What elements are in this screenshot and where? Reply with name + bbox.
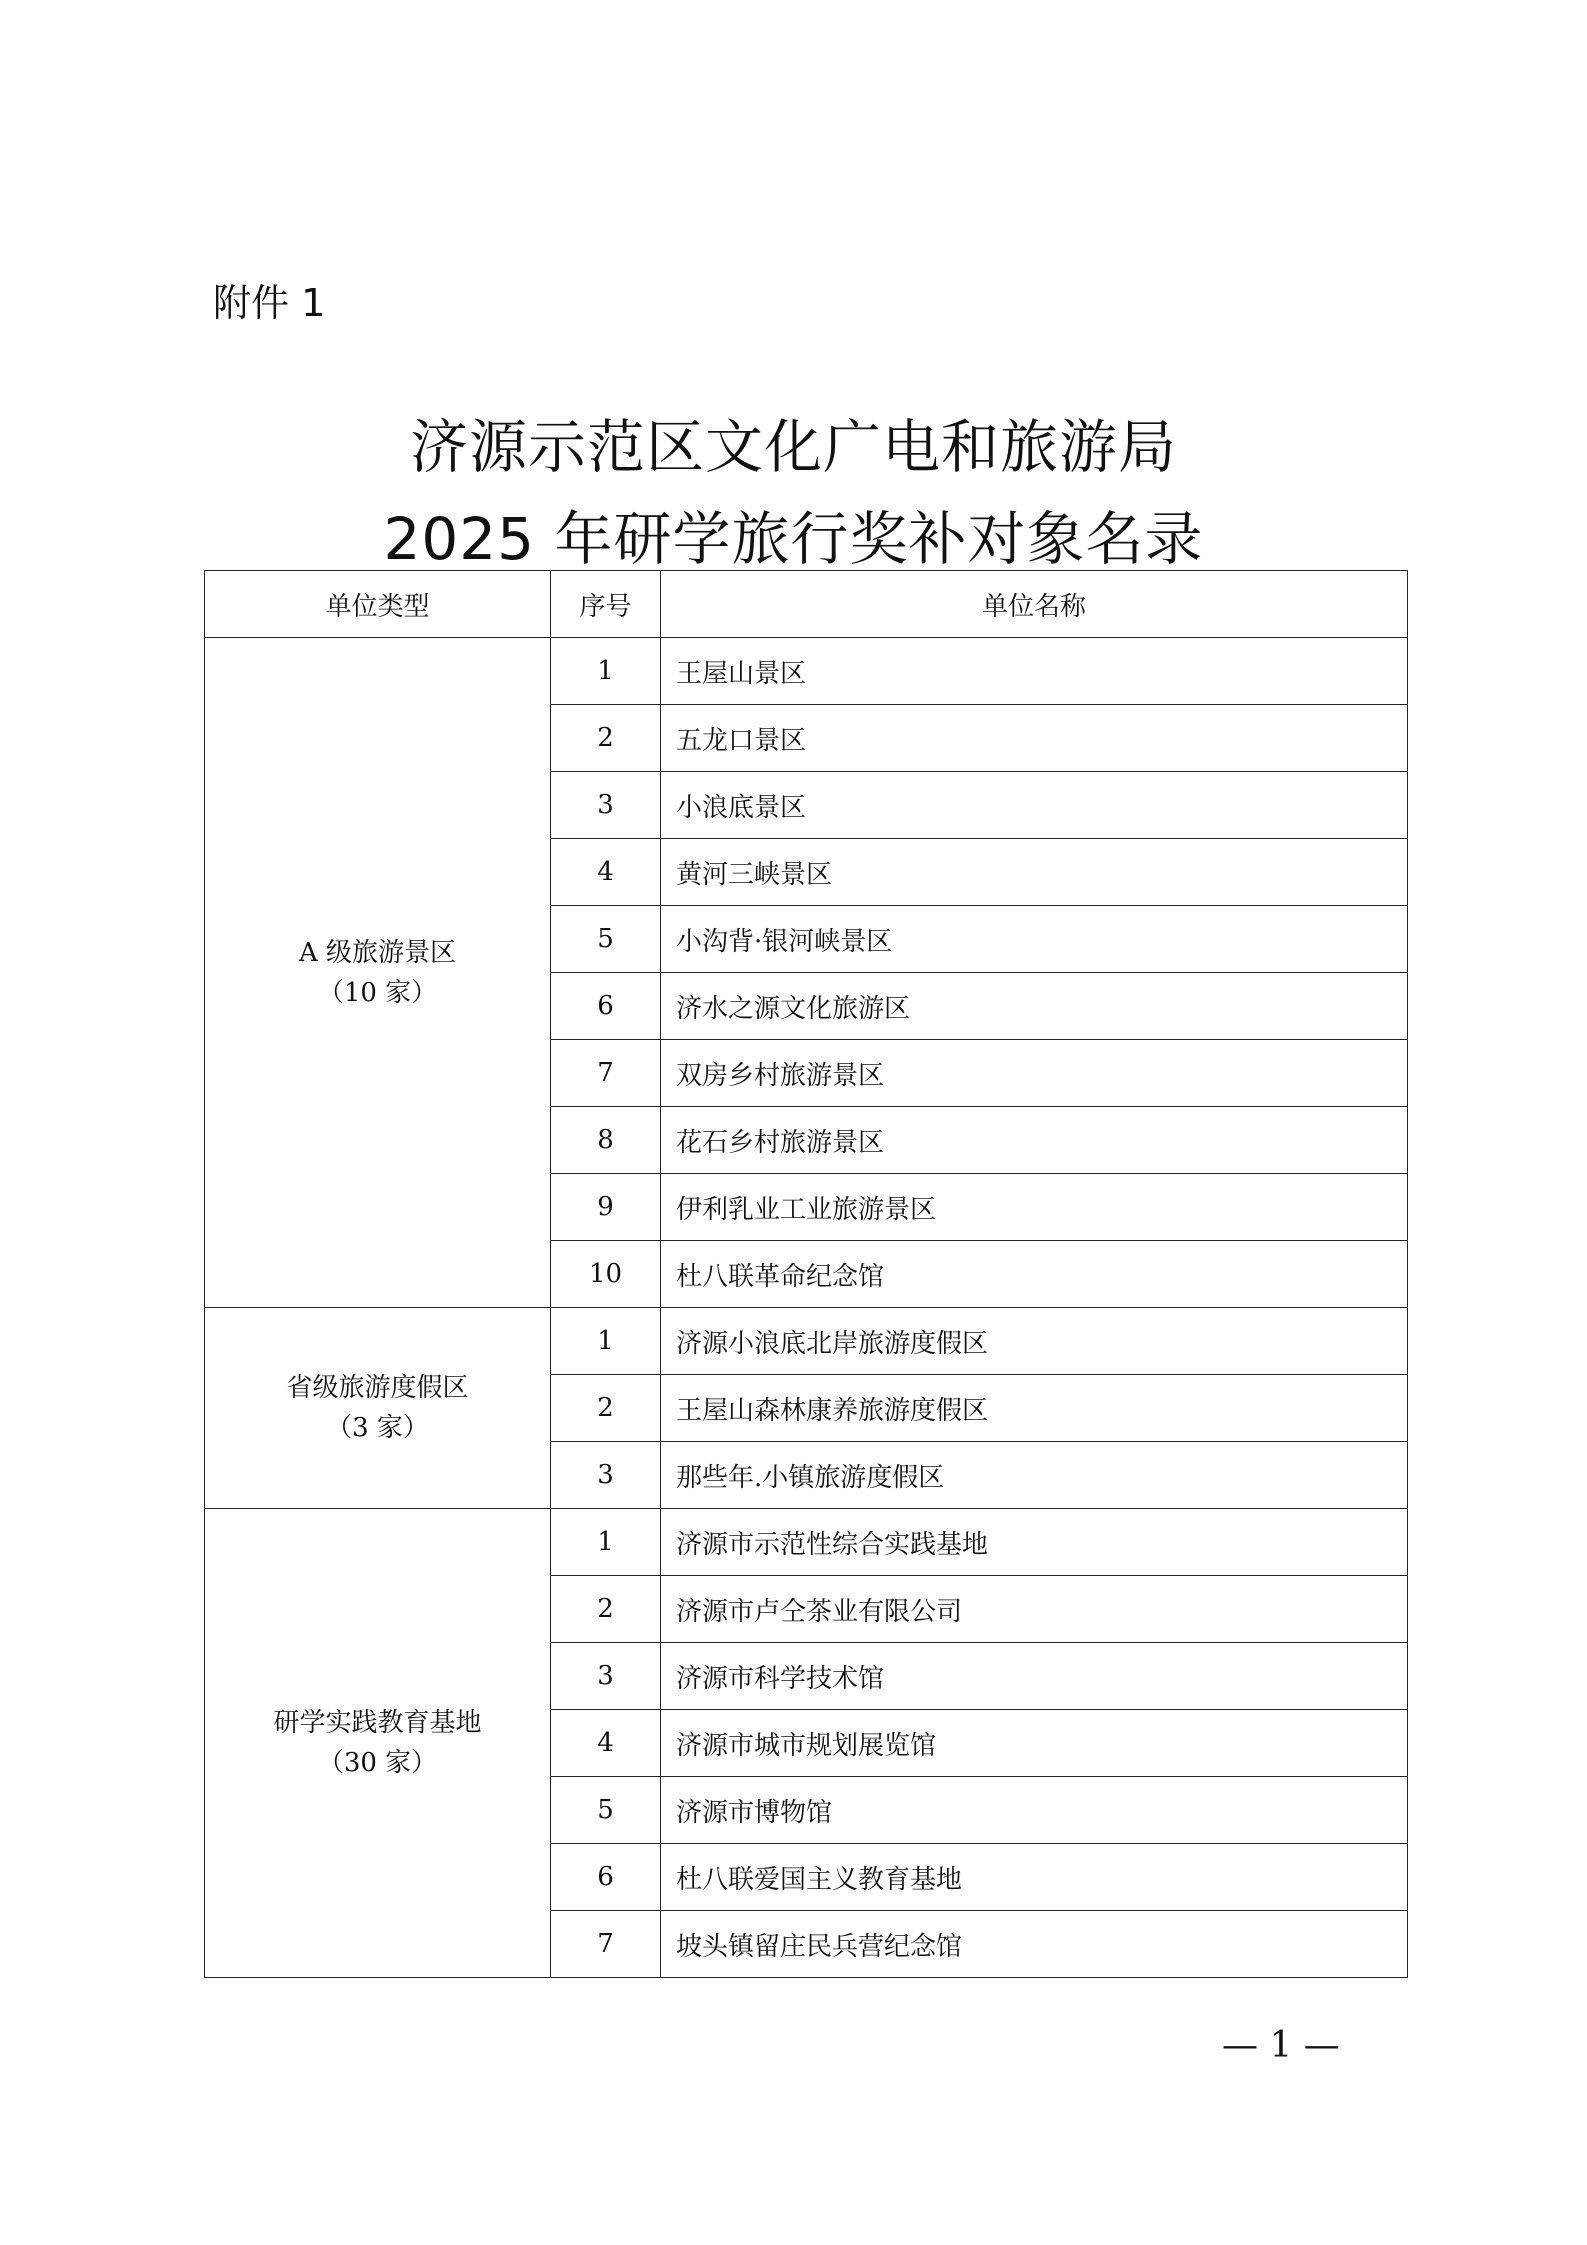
serial-number-cell: 8: [551, 1107, 661, 1174]
unit-name-cell: 杜八联革命纪念馆: [661, 1241, 1408, 1308]
unit-name-cell: 济源市示范性综合实践基地: [661, 1509, 1408, 1576]
serial-number-cell: 5: [551, 1777, 661, 1844]
unit-name-cell: 那些年.小镇旅游度假区: [661, 1442, 1408, 1509]
serial-number-cell: 1: [551, 638, 661, 705]
serial-number-cell: 6: [551, 1844, 661, 1911]
page-number: — 1 —: [1222, 2025, 1340, 2066]
serial-number-cell: 4: [551, 839, 661, 906]
unit-count-label: （30 家）: [317, 1748, 438, 1778]
unit-count-label: （3 家）: [326, 1413, 429, 1443]
serial-number-cell: 3: [551, 772, 661, 839]
serial-number-cell: 9: [551, 1174, 661, 1241]
header-unit-type: 单位类型: [205, 571, 551, 638]
unit-type-label: A 级旅游景区: [298, 937, 457, 968]
unit-name-cell: 王屋山森林康养旅游度假区: [661, 1375, 1408, 1442]
table-row: [205, 638, 1408, 705]
unit-name-cell: 双房乡村旅游景区: [661, 1040, 1408, 1107]
serial-number-cell: 7: [551, 1040, 661, 1107]
unit-type-cell: [205, 638, 551, 1308]
unit-type-cell: [205, 1509, 551, 1978]
unit-name-cell: 济源小浪底北岸旅游度假区: [661, 1308, 1408, 1375]
serial-number-cell: 1: [551, 1308, 661, 1375]
unit-name-cell: 小浪底景区: [661, 772, 1408, 839]
serial-number-cell: 1: [551, 1509, 661, 1576]
unit-name-cell: 花石乡村旅游景区: [661, 1107, 1408, 1174]
header-unit-name: 单位名称: [661, 571, 1408, 638]
serial-number-cell: 2: [551, 705, 661, 772]
unit-name-cell: 杜八联爱国主义教育基地: [661, 1844, 1408, 1911]
serial-number-cell: 7: [551, 1911, 661, 1978]
unit-name-cell: 王屋山景区: [661, 638, 1408, 705]
serial-number-cell: 3: [551, 1643, 661, 1710]
attachment-label: 附件 1: [213, 281, 326, 325]
serial-number-cell: 4: [551, 1710, 661, 1777]
unit-name-cell: 济源市卢仝茶业有限公司: [661, 1576, 1408, 1643]
unit-name-cell: 济源市城市规划展览馆: [661, 1710, 1408, 1777]
unit-type-label: 研学实践教育基地: [273, 1708, 482, 1738]
unit-count-label: （10 家）: [317, 977, 438, 1008]
unit-name-cell: 五龙口景区: [661, 705, 1408, 772]
document-title-line-2: 2025 年研学旅行奖补对象名录: [383, 505, 1204, 573]
unit-name-cell: 济源市博物馆: [661, 1777, 1408, 1844]
table-header-row: [205, 571, 1408, 638]
serial-number-cell: 2: [551, 1375, 661, 1442]
unit-name-cell: 坡头镇留庄民兵营纪念馆: [661, 1911, 1408, 1978]
unit-type-cell: [205, 1308, 551, 1509]
unit-name-cell: 黄河三峡景区: [661, 839, 1408, 906]
serial-number-cell: 6: [551, 973, 661, 1040]
document-title-line-1: 济源示范区文化广电和旅游局: [409, 413, 1177, 481]
header-serial-number: 序号: [551, 571, 661, 638]
serial-number-cell: 5: [551, 906, 661, 973]
unit-name-cell: 济源市科学技术馆: [661, 1643, 1408, 1710]
serial-number-cell: 3: [551, 1442, 661, 1509]
table-row: [205, 1308, 1408, 1375]
subsidy-recipients-table: [204, 570, 1408, 1978]
unit-name-cell: 小沟背·银河峡景区: [661, 906, 1408, 973]
table-row: [205, 1509, 1408, 1576]
unit-name-cell: 济水之源文化旅游区: [661, 973, 1408, 1040]
serial-number-cell: 2: [551, 1576, 661, 1643]
unit-type-label: 省级旅游度假区: [286, 1373, 469, 1403]
serial-number-cell: 10: [551, 1241, 661, 1308]
unit-name-cell: 伊利乳业工业旅游景区: [661, 1174, 1408, 1241]
